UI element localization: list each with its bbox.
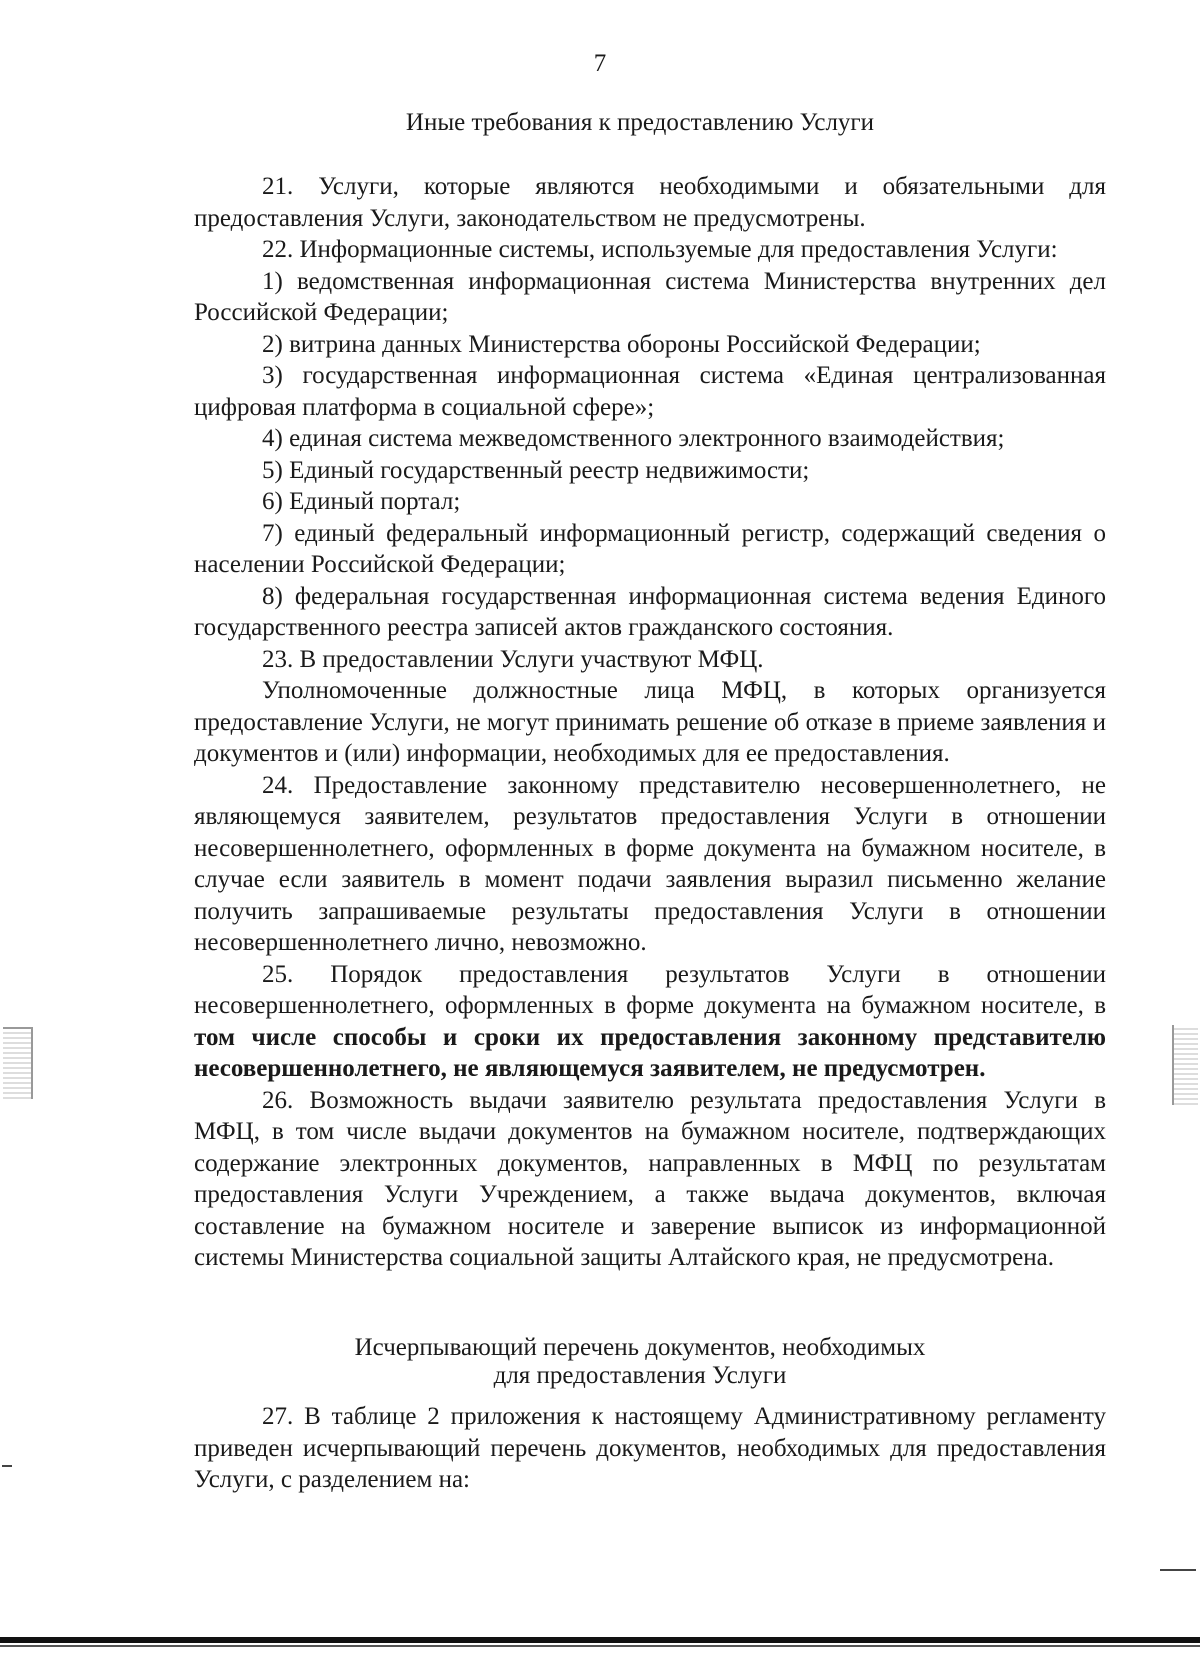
list-item-6: 6) Единый портал; xyxy=(262,488,461,515)
paragraph-22: 22. Информационные системы, используемые для предоставления Услуги: xyxy=(262,236,1058,263)
list-item-5: 5) Единый государственный реестр недвижимости; xyxy=(262,456,810,484)
paragraph-25 xyxy=(194,959,1106,1085)
list-item-2: 2) витрина данных Министерства обороны Российской Федерации; xyxy=(262,330,981,358)
paragraph-23-note: Уполномоченные должностные лица МФЦ, в которых организуется предоставление Услуги, не могут принимать решение об отказе в приеме заявления и документов и (или) информации, необходимых для ее предоставления. xyxy=(194,677,1106,767)
paragraph-27: 27. В таблице 2 приложения к настоящему Административному регламенту приведен исчерпывающий перечень документов, необходимых для предоставления Услуги, с разделением на: xyxy=(194,1403,1106,1493)
scan-tick-left xyxy=(2,1465,12,1467)
scan-edge-bottom-2 xyxy=(0,1645,1200,1647)
list-item-1: 1) ведомственная информационная система Министерства внутренних дел Российской Федерации; xyxy=(194,267,1106,326)
section-heading-line-1: Исчерпывающий перечень документов, необходимых xyxy=(354,1334,926,1361)
scan-margin-mark-right xyxy=(1172,1025,1198,1105)
list-item-4: 4) единая система межведомственного электронного взаимодействия; xyxy=(262,425,1005,452)
body-text xyxy=(194,171,1106,1274)
section-heading-documents xyxy=(40,1334,1200,1390)
section-heading-line-2: для предоставления Услуги xyxy=(493,1362,787,1389)
body-text-2 xyxy=(194,1401,1106,1496)
list-item-7: 7) единый федеральный информационный регистр, содержащий сведения о населении Российской Федерации; xyxy=(194,519,1106,578)
list-item-3: 3) государственная информационная система «Единая централизованная цифровая платформа в социальной сфере»; xyxy=(194,362,1106,421)
paragraph-25-text: 25. Порядок предоставления результатов Услуги в отношении несовершеннолетнего, оформленных в форме документа на бумажном носителе, в xyxy=(194,960,1106,1019)
paragraph-23: 23. В предоставлении Услуги участвуют МФЦ. xyxy=(262,645,764,673)
paragraph-26: 26. Возможность выдачи заявителю результата предоставления Услуги в МФЦ, в том числе выдачи документов на бумажном носителе, подтверждающих содержание электронных документов, направленных в МФЦ по результатам предоставления Услуги Учреждением, а также выдача документов, включая составление на бумажном носителе и заверение выписок из информационной системы Министерства социальной защиты Алтайского края, не предусмотрена. xyxy=(194,1086,1106,1271)
scan-tick-right xyxy=(1160,1569,1196,1571)
scan-margin-mark-left xyxy=(3,1027,33,1099)
paragraph-25-bold-text: том числе способы и сроки их предоставления законному представителю несовершеннолетнего, не являющемуся заявителем, не предусмотрен. xyxy=(194,1023,1106,1082)
section-heading: Иные требования к предоставлению Услуги xyxy=(405,109,875,136)
paragraph-24: 24. Предоставление законному представителю несовершеннолетнего, не являющемуся заявителем, результатов предоставления Услуги в отношении несовершеннолетнего, оформленных в форме документа на бумажном носителе, в случае если заявитель в момент подачи заявления выразил письменно желание получить запрашиваемые результаты предоставления Услуги в отношении несовершеннолетнего лично, невозможно. xyxy=(194,771,1106,956)
page-number: 7 xyxy=(593,50,607,77)
list-item-8: 8) федеральная государственная информационная система ведения Единого государственного реестра записей актов гражданского состояния. xyxy=(194,582,1106,641)
paragraph-21: 21. Услуги, которые являются необходимыми и обязательными для предоставления Услуги, законодательством не предусмотрены. xyxy=(194,173,1106,232)
scan-edge-bottom xyxy=(0,1637,1200,1643)
